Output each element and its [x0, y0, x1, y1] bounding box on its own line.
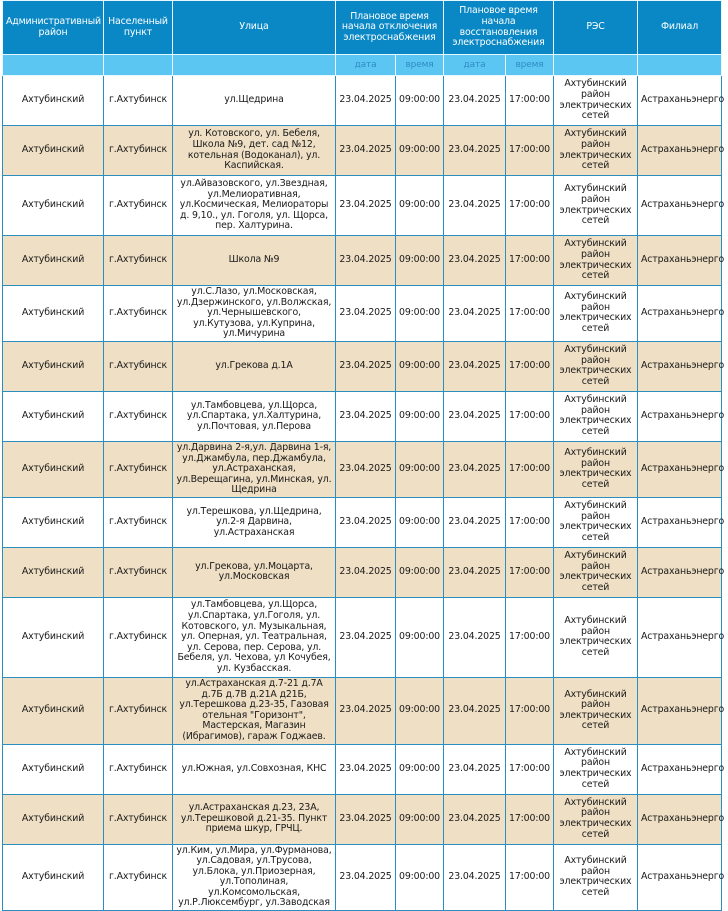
cell-on-date: 23.04.2025	[444, 794, 506, 844]
cell-off-date: 23.04.2025	[336, 844, 396, 911]
header-street: Улица	[173, 1, 336, 55]
cell-res: Ахтубинский район электрических сетей	[554, 441, 638, 497]
cell-locality: г.Ахтубинск	[104, 76, 173, 126]
cell-on-date: 23.04.2025	[444, 286, 506, 342]
cell-off-time: 09:00:00	[396, 441, 444, 497]
cell-district: Ахтубинский	[3, 341, 104, 391]
table-body	[3, 76, 725, 911]
cell-branch: Астраханьэнерго	[638, 76, 722, 126]
cell-locality: г.Ахтубинск	[104, 391, 173, 441]
cell-res: Ахтубинский район электрических сетей	[554, 126, 638, 176]
cell-branch: Астраханьэнерго	[638, 441, 722, 497]
table-row	[3, 677, 722, 744]
cell-locality: г.Ахтубинск	[104, 744, 173, 794]
cell-street: ул.Грекова, ул.Моцарта, ул.Московская	[173, 547, 336, 597]
cell-off-time: 09:00:00	[396, 176, 444, 236]
cell-res: Ахтубинский район электрических сетей	[554, 341, 638, 391]
cell-district: Ахтубинский	[3, 126, 104, 176]
cell-street: ул.Айвазовского, ул.Звездная, ул.Мелиоративная, ул.Космическая, Мелиораторы д. 9,10., ул. Гоголя, ул. Щорса, пер. Халтурина.	[173, 176, 336, 236]
cell-street: Школа №9	[173, 236, 336, 286]
header-res: РЭС	[554, 1, 638, 55]
cell-off-date: 23.04.2025	[336, 236, 396, 286]
cell-branch: Астраханьэнерго	[638, 176, 722, 236]
cell-locality: г.Ахтубинск	[104, 176, 173, 236]
cell-off-time: 09:00:00	[396, 844, 444, 911]
cell-street: ул.Астраханская д.23, 23А, ул.Терешковой д.21-35. Пункт приема шкур, ГРЧЦ.	[173, 794, 336, 844]
cell-off-date: 23.04.2025	[336, 286, 396, 342]
cell-district: Ахтубинский	[3, 794, 104, 844]
cell-locality: г.Ахтубинск	[104, 677, 173, 744]
table-row	[3, 547, 722, 597]
cell-on-date: 23.04.2025	[444, 391, 506, 441]
subheader-empty	[3, 55, 104, 76]
header-branch: Филиал	[638, 1, 722, 55]
cell-street: ул.Астраханская д.7-21 д.7А д.7Б д.7В д.21А д21Б, ул.Терешкова д.23-35, Газовая отельная "Горизонт", Мастерская, Магазин (Ибрагимов), гараж Годжаев.	[173, 677, 336, 744]
cell-on-time: 17:00:00	[506, 677, 554, 744]
header-district: Административный район	[3, 1, 104, 55]
cell-off-time: 09:00:00	[396, 391, 444, 441]
cell-on-time: 17:00:00	[506, 286, 554, 342]
table-row	[3, 236, 722, 286]
subheader-row	[3, 55, 722, 76]
cell-res: Ахтубинский район электрических сетей	[554, 677, 638, 744]
cell-off-date: 23.04.2025	[336, 391, 396, 441]
cell-off-date: 23.04.2025	[336, 126, 396, 176]
subheader-on-date: дата	[444, 55, 506, 76]
table-row	[3, 341, 722, 391]
cell-district: Ахтубинский	[3, 76, 104, 126]
cell-district: Ахтубинский	[3, 597, 104, 677]
cell-locality: г.Ахтубинск	[104, 497, 173, 547]
cell-on-time: 17:00:00	[506, 744, 554, 794]
table-row	[3, 794, 722, 844]
cell-branch: Астраханьэнерго	[638, 286, 722, 342]
cell-on-date: 23.04.2025	[444, 341, 506, 391]
subheader-empty	[554, 55, 638, 76]
cell-branch: Астраханьэнерго	[638, 597, 722, 677]
table-row	[3, 126, 722, 176]
cell-res: Ахтубинский район электрических сетей	[554, 597, 638, 677]
subheader-off-time: время	[396, 55, 444, 76]
cell-off-date: 23.04.2025	[336, 794, 396, 844]
cell-on-time: 17:00:00	[506, 76, 554, 126]
header-restore-start: Плановое время начала восстановления электроснабжения	[444, 1, 554, 55]
cell-on-date: 23.04.2025	[444, 176, 506, 236]
table-row	[3, 744, 722, 794]
cell-district: Ахтубинский	[3, 547, 104, 597]
cell-branch: Астраханьэнерго	[638, 677, 722, 744]
cell-locality: г.Ахтубинск	[104, 441, 173, 497]
cell-street: ул.Грекова д.1А	[173, 341, 336, 391]
cell-locality: г.Ахтубинск	[104, 341, 173, 391]
cell-locality: г.Ахтубинск	[104, 286, 173, 342]
table-row	[3, 176, 722, 236]
cell-off-date: 23.04.2025	[336, 597, 396, 677]
cell-on-date: 23.04.2025	[444, 744, 506, 794]
cell-on-time: 17:00:00	[506, 126, 554, 176]
subheader-empty	[638, 55, 722, 76]
cell-locality: г.Ахтубинск	[104, 597, 173, 677]
cell-street: ул.Ким, ул.Мира, ул.Фурманова, ул.Садовая, ул.Трусова, ул.Блока, ул.Приозерная, ул.Тополиная, ул.Комсомольская, ул.Р.Люксембург, ул.Заводская	[173, 844, 336, 911]
cell-district: Ахтубинский	[3, 236, 104, 286]
cell-locality: г.Ахтубинск	[104, 547, 173, 597]
cell-off-time: 09:00:00	[396, 677, 444, 744]
cell-off-time: 09:00:00	[396, 341, 444, 391]
cell-off-time: 09:00:00	[396, 76, 444, 126]
subheader-on-time: время	[506, 55, 554, 76]
cell-off-date: 23.04.2025	[336, 441, 396, 497]
cell-street: ул.С.Лазо, ул.Московская, ул.Дзержинского, ул.Волжская, ул.Чернышевского, ул.Кутузова, ул.Куприна, ул.Мичурина	[173, 286, 336, 342]
cell-on-time: 17:00:00	[506, 597, 554, 677]
cell-off-time: 09:00:00	[396, 126, 444, 176]
table-row	[3, 497, 722, 547]
cell-street: ул.Тамбовцева, ул.Щорса, ул.Спартака, ул.Гоголя, ул. Котовского, ул. Музыкальная, ул. Оперная, ул. Театральная, ул. Серова, пер. Серова, ул. Бебеля, ул. Чехова, ул Кочубея, ул. Кузбасская.	[173, 597, 336, 677]
cell-off-time: 09:00:00	[396, 547, 444, 597]
table-row	[3, 391, 722, 441]
cell-branch: Астраханьэнерго	[638, 844, 722, 911]
cell-street: ул.Тамбовцева, ул.Щорса, ул.Спартака, ул.Халтурина, ул.Почтовая, ул.Перова	[173, 391, 336, 441]
cell-on-time: 17:00:00	[506, 497, 554, 547]
table-row	[3, 844, 722, 911]
cell-district: Ахтубинский	[3, 176, 104, 236]
cell-off-time: 09:00:00	[396, 744, 444, 794]
cell-on-time: 17:00:00	[506, 236, 554, 286]
cell-res: Ахтубинский район электрических сетей	[554, 76, 638, 126]
cell-district: Ахтубинский	[3, 677, 104, 744]
cell-street: ул.Южная, ул.Совхозная, КНС	[173, 744, 336, 794]
cell-res: Ахтубинский район электрических сетей	[554, 286, 638, 342]
cell-on-date: 23.04.2025	[444, 441, 506, 497]
outage-schedule-table	[2, 0, 725, 911]
cell-res: Ахтубинский район электрических сетей	[554, 794, 638, 844]
cell-off-time: 09:00:00	[396, 286, 444, 342]
cell-district: Ахтубинский	[3, 441, 104, 497]
table-row	[3, 76, 722, 126]
cell-locality: г.Ахтубинск	[104, 844, 173, 911]
cell-district: Ахтубинский	[3, 286, 104, 342]
cell-res: Ахтубинский район электрических сетей	[554, 547, 638, 597]
cell-locality: г.Ахтубинск	[104, 236, 173, 286]
header-locality: Населенный пункт	[104, 1, 173, 55]
cell-district: Ахтубинский	[3, 744, 104, 794]
cell-off-time: 09:00:00	[396, 497, 444, 547]
cell-res: Ахтубинский район электрических сетей	[554, 176, 638, 236]
cell-on-date: 23.04.2025	[444, 76, 506, 126]
cell-res: Ахтубинский район электрических сетей	[554, 497, 638, 547]
table-row	[3, 441, 722, 497]
cell-locality: г.Ахтубинск	[104, 126, 173, 176]
cell-branch: Астраханьэнерго	[638, 547, 722, 597]
cell-off-date: 23.04.2025	[336, 176, 396, 236]
subheader-empty	[173, 55, 336, 76]
cell-off-time: 09:00:00	[396, 236, 444, 286]
cell-off-time: 09:00:00	[396, 794, 444, 844]
cell-on-time: 17:00:00	[506, 844, 554, 911]
cell-on-date: 23.04.2025	[444, 497, 506, 547]
cell-on-time: 17:00:00	[506, 341, 554, 391]
cell-off-date: 23.04.2025	[336, 341, 396, 391]
cell-on-date: 23.04.2025	[444, 126, 506, 176]
cell-street: ул. Котовского, ул. Бебеля, Школа №9, дет. сад №12, котельная (Водоканал), ул. Каспийская.	[173, 126, 336, 176]
cell-on-time: 17:00:00	[506, 176, 554, 236]
cell-off-date: 23.04.2025	[336, 744, 396, 794]
cell-street: ул.Щедрина	[173, 76, 336, 126]
cell-branch: Астраханьэнерго	[638, 236, 722, 286]
table-row	[3, 286, 722, 342]
cell-branch: Астраханьэнерго	[638, 391, 722, 441]
cell-off-date: 23.04.2025	[336, 497, 396, 547]
subheader-empty	[104, 55, 173, 76]
cell-res: Ахтубинский район электрических сетей	[554, 844, 638, 911]
header-off-start: Плановое время начала отключения электроснабжения	[336, 1, 444, 55]
cell-street: ул.Дарвина 2-я,ул. Дарвина 1-я, ул.Джамбула, пер.Джамбула, ул.Астраханская, ул.Верещагина, ул.Минская, ул. Щедрина	[173, 441, 336, 497]
cell-on-time: 17:00:00	[506, 794, 554, 844]
cell-branch: Астраханьэнерго	[638, 744, 722, 794]
cell-off-time: 09:00:00	[396, 597, 444, 677]
cell-on-date: 23.04.2025	[444, 236, 506, 286]
cell-street: ул.Терешкова, ул.Щедрина, ул.2-я Дарвина, ул.Астраханская	[173, 497, 336, 547]
cell-on-time: 17:00:00	[506, 547, 554, 597]
cell-branch: Астраханьэнерго	[638, 341, 722, 391]
cell-district: Ахтубинский	[3, 391, 104, 441]
cell-on-date: 23.04.2025	[444, 547, 506, 597]
cell-on-time: 17:00:00	[506, 441, 554, 497]
cell-off-date: 23.04.2025	[336, 677, 396, 744]
subheader-off-date: дата	[336, 55, 396, 76]
cell-on-time: 17:00:00	[506, 391, 554, 441]
cell-res: Ахтубинский район электрических сетей	[554, 391, 638, 441]
cell-off-date: 23.04.2025	[336, 547, 396, 597]
cell-district: Ахтубинский	[3, 497, 104, 547]
cell-off-date: 23.04.2025	[336, 76, 396, 126]
cell-district: Ахтубинский	[3, 844, 104, 911]
cell-branch: Астраханьэнерго	[638, 126, 722, 176]
table-row	[3, 597, 722, 677]
cell-on-date: 23.04.2025	[444, 844, 506, 911]
cell-branch: Астраханьэнерго	[638, 497, 722, 547]
cell-branch: Астраханьэнерго	[638, 794, 722, 844]
cell-res: Ахтубинский район электрических сетей	[554, 236, 638, 286]
cell-on-date: 23.04.2025	[444, 677, 506, 744]
cell-res: Ахтубинский район электрических сетей	[554, 744, 638, 794]
cell-locality: г.Ахтубинск	[104, 794, 173, 844]
header-row	[3, 1, 722, 55]
cell-on-date: 23.04.2025	[444, 597, 506, 677]
